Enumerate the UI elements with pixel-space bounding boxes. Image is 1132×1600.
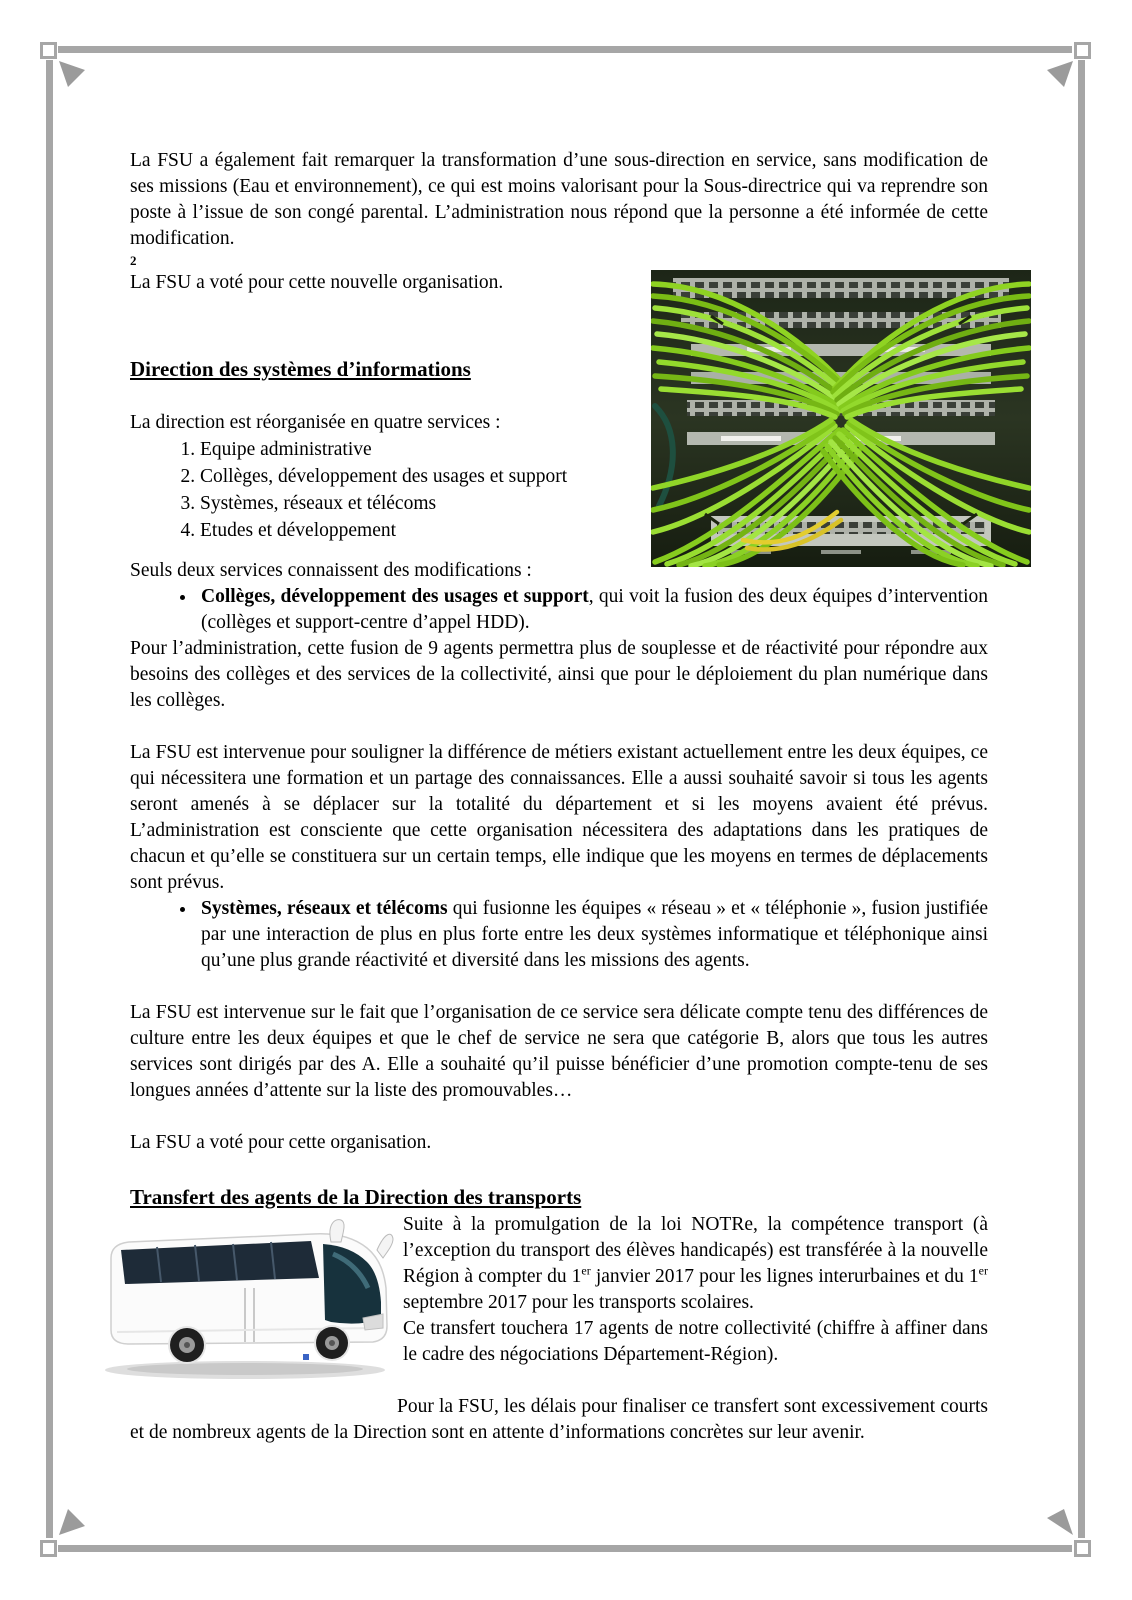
list-item: 3. Systèmes, réseaux et télécoms <box>200 490 988 517</box>
paragraph-fsu-delais: Pour la FSU, les délais pour finaliser ce transfert sont excessivement courts et de nombreux agents de la Direction sont en attente d’informations concrètes sur leur avenir. <box>130 1396 988 1443</box>
paragraph-transfert-agents: Ce transfert touchera 17 agents de notre collectivité (chiffre à affiner dans le cadre des négociations Département-Région). <box>403 1318 988 1365</box>
document-body <box>130 148 988 1446</box>
bullet-systemes-text: qui fusionne les équipes « réseau » et « téléphonie », fusion justifiée par une interaction de plus en plus forte entre les deux systèmes informatique et téléphonique ainsi qu’une plus grande réactivité et diversité dans les missions des agents. <box>201 898 989 971</box>
intro-paragraph: La FSU a également fait remarquer la transformation d’une sous-direction en service, sans modification de ses missions (Eau et environnement), ce qui est moins valorisant pour la Sous-directrice qui va reprendre son poste à l’issue de son congé parental. L’administration nous répond que la personne a été informée de cette modification. <box>130 150 988 249</box>
section-title-transports: Transfert des agents de la Direction des transports <box>130 1185 582 1209</box>
paragraph-administration: Pour l’administration, cette fusion de 9 agents permettra plus de souplesse et de réactivité pour répondre aux besoins des collèges et des services de la collectivité, ainsi que pour le déploiement du plan numérique dans les collèges. <box>130 638 988 711</box>
vote-organisation: La FSU a voté pour cette organisation. <box>130 1132 432 1153</box>
corner-ornament-icon <box>58 1508 86 1536</box>
list-item: 1. Equipe administrative <box>200 436 988 463</box>
dsi-intro: La direction est réorganisée en quatre services : <box>130 412 501 433</box>
corner-ornament-icon <box>1046 60 1074 88</box>
footnote-marker: 2 <box>130 253 137 268</box>
superscript-er: er <box>978 1263 988 1278</box>
section-title-dsi: Direction des systèmes d’informations <box>130 357 471 381</box>
page-border-right <box>1078 60 1085 1538</box>
modifications-intro: Seuls deux services connaissent des modifications : <box>130 560 532 581</box>
superscript-er: er <box>581 1263 591 1278</box>
paragraph-loi-notre-text: janvier 2017 pour les lignes interurbaines et du 1 <box>590 1266 979 1287</box>
network-cables-image <box>651 270 1031 567</box>
bullet-colleges-lead: Collèges, développement des usages et support <box>201 586 589 607</box>
corner-ornament-icon <box>1046 1508 1074 1536</box>
page-border-top <box>58 46 1072 53</box>
modification-bullets <box>130 896 988 974</box>
bullet-colleges-text: , qui voit la fusion des deux équipes d’intervention (collèges et support-centre d’appel HDD). <box>201 586 988 633</box>
bus-body <box>111 1220 393 1344</box>
list-item <box>197 584 988 636</box>
bus-image <box>95 1214 395 1386</box>
paragraph-fsu-organisation: La FSU est intervenue sur le fait que l’organisation de ce service sera délicate compte tenu des différences de culture entre les deux équipes et que le chef de service ne sera que catégorie B, alors que tous les autres services sont dirigés par des A. Elle a souhaité qu’il puisse bénéficier d’une promotion compte-tenu de ses longues années d’attente sur la liste des promouvables… <box>130 1002 988 1101</box>
paragraph-loi-notre-text: septembre 2017 pour les transports scolaires. <box>403 1292 754 1313</box>
modification-bullets <box>130 584 988 636</box>
bullet-systemes-lead: Systèmes, réseaux et télécoms <box>201 898 448 919</box>
corner-square-icon <box>1074 42 1091 59</box>
page-border-bottom <box>58 1545 1072 1552</box>
list-item: 4. Etudes et développement <box>200 517 988 544</box>
bus-illustration <box>95 1214 395 1386</box>
network-cables-illustration <box>651 270 1031 567</box>
list-item: 2. Collèges, développement des usages et support <box>200 463 988 490</box>
paragraph-fsu-metiers: La FSU est intervenue pour souligner la différence de métiers existant actuellement entre les deux équipes, ce qui nécessitera une formation et un partage des connaissances. Elle a aussi souhaité savoir si tous les agents seront amenés à se déplacer sur la totalité du département et si les moyens avaient été prévus. L’administration est consciente que cette organisation nécessitera des adaptations dans les pratiques de chacun et qu’elle se constituera sur un certain temps, elle indique que les moyens en termes de déplacements sont prévus. <box>130 742 988 893</box>
list-item <box>197 896 988 974</box>
page-border-left <box>46 60 53 1538</box>
corner-square-icon <box>40 42 57 59</box>
vote-new-organisation: La FSU a voté pour cette nouvelle organisation. <box>130 272 504 293</box>
corner-square-icon <box>40 1540 57 1557</box>
corner-ornament-icon <box>58 60 86 88</box>
corner-square-icon <box>1074 1540 1091 1557</box>
paragraph-loi-notre-text: Suite à la promulgation de la loi NOTRe, la compétence transport (à l’exception du transport des élèves handicapés) est transférée à la nouvelle Région à compter du 1 <box>403 1214 988 1287</box>
